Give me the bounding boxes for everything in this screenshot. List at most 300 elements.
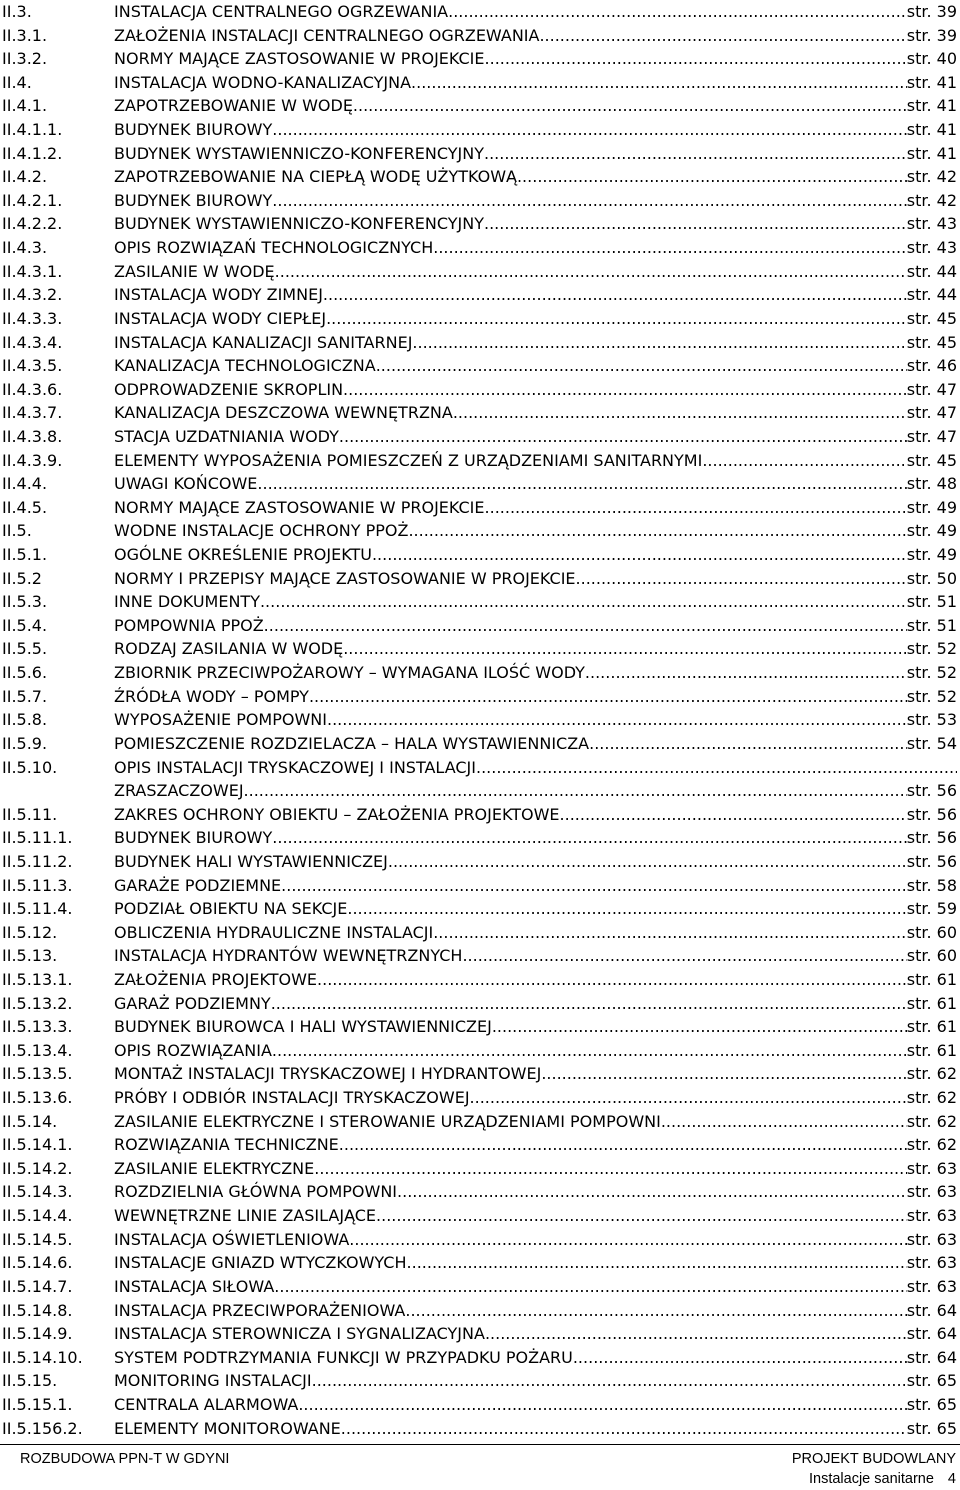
toc-entry[interactable] [0, 1062, 960, 1086]
toc-entry[interactable] [0, 260, 960, 284]
toc-dot-leader [589, 732, 907, 756]
toc-dot-leader [309, 685, 907, 709]
toc-dot-leader [485, 1322, 907, 1346]
toc-entry-page: str. 47 [906, 403, 957, 423]
toc-entry[interactable] [0, 1157, 960, 1181]
toc-entry-number: II.4.3.9. [2, 450, 63, 470]
toc-entry-number: II.5.14.4. [2, 1206, 73, 1226]
toc-dot-leader [244, 779, 907, 803]
toc-entry[interactable] [0, 1299, 960, 1323]
toc-entry[interactable] [0, 496, 960, 520]
toc-entry-title: OPIS ROZWIĄZANIA [114, 1040, 272, 1060]
toc-dot-leader [272, 118, 906, 142]
toc-entry-page: str. 60 [906, 946, 957, 966]
toc-entry-number: II.5.11.3. [2, 875, 73, 895]
toc-entry-title: ZBIORNIK PRZECIWPOŻAROWY – WYMAGANA ILOŚĆ WODY [114, 663, 585, 683]
toc-entry-page: str. 65 [906, 1394, 957, 1414]
toc-entry[interactable] [0, 897, 960, 921]
toc-entry-page: str. 49 [906, 521, 957, 541]
footer-page-number: 4 [947, 1471, 956, 1487]
toc-dot-leader [388, 850, 907, 874]
page-footer [0, 1444, 960, 1490]
toc-dot-leader [560, 803, 907, 827]
toc-dot-leader [274, 1275, 906, 1299]
toc-entry-page: str. 52 [906, 686, 957, 706]
toc-entry-page: str. 59 [906, 899, 957, 919]
toc-entry-number: II.5.13.4. [2, 1040, 73, 1060]
toc-entry-title: GARAŻE PODZIEMNE [114, 875, 282, 895]
toc-entry[interactable] [0, 1322, 960, 1346]
toc-dot-leader [272, 189, 906, 213]
toc-entry[interactable] [0, 307, 960, 331]
toc-dot-leader [484, 212, 907, 236]
toc-entry-title: WODNE INSTALACJE OCHRONY PPOŻ [114, 521, 409, 541]
toc-dot-leader [269, 614, 907, 638]
toc-dot-leader [397, 1180, 907, 1204]
toc-dot-leader [573, 1346, 907, 1370]
toc-dot-leader [484, 142, 907, 166]
toc-entry-line [114, 543, 957, 567]
toc-entry-title: CENTRALA ALARMOWA [114, 1394, 299, 1414]
toc-entry-page: str. 61 [906, 993, 957, 1013]
toc-entry-line [114, 165, 957, 189]
toc-entry[interactable] [0, 212, 960, 236]
toc-entry[interactable] [0, 756, 960, 780]
toc-entry[interactable] [0, 331, 960, 355]
toc-entry-title: INSTALACJA HYDRANTÓW WEWNĘTRZNYCH [114, 946, 463, 966]
toc-entry[interactable] [0, 1039, 960, 1063]
toc-dot-leader [661, 1110, 907, 1134]
toc-entry-number: II.5.15. [2, 1371, 58, 1391]
toc-entry-title: MONITORING INSTALACJI [114, 1371, 312, 1391]
toc-entry[interactable] [0, 590, 960, 614]
toc-entry-number: II.5.10. [2, 757, 58, 777]
toc-entry-number: II.5.13.5. [2, 1064, 73, 1084]
toc-entry-title: INSTALACJE GNIAZD WTYCZKOWYCH [114, 1253, 407, 1273]
toc-dot-leader [376, 354, 907, 378]
toc-dot-leader [343, 378, 907, 402]
toc-entry-title: GARAŻ PODZIEMNY [114, 993, 271, 1013]
toc-entry-number: II.5.1. [2, 545, 48, 565]
toc-entry-number: II.5.13.6. [2, 1088, 73, 1108]
toc-entry-page: str. 46 [906, 356, 957, 376]
toc-entry-page: str. 64 [906, 1300, 957, 1320]
toc-entry-title: ZAŁOŻENIA PROJEKTOWE [114, 969, 318, 989]
toc-entry-line [114, 0, 957, 24]
toc-entry-line [114, 354, 957, 378]
toc-entry-title: BUDYNEK BIUROWCA I HALI WYSTAWIENNICZEJ [114, 1017, 492, 1037]
toc-dot-leader [462, 944, 906, 968]
toc-entry-line [114, 47, 957, 71]
toc-entry-title: INSTALACJA WODY CIEPŁEJ [114, 308, 327, 328]
toc-entry-line [114, 71, 957, 95]
toc-entry[interactable] [0, 614, 960, 638]
toc-entry-title: NORMY MAJĄCE ZASTOSOWANIE W PROJEKCIE [114, 497, 485, 517]
toc-dot-leader [272, 826, 906, 850]
toc-entry-title: ELEMENTY MONITOROWANE [114, 1418, 341, 1438]
toc-entry-number: II.5.14.3. [2, 1182, 73, 1202]
toc-entry-number: II.5.14. [2, 1111, 58, 1131]
toc-entry-number: II.5.14.7. [2, 1276, 73, 1296]
toc-entry-page: str. 44 [906, 285, 957, 305]
toc-entry[interactable] [0, 189, 960, 213]
toc-entry[interactable] [0, 1275, 960, 1299]
toc-entry-number: II.5.8. [2, 710, 48, 730]
toc-entry-page: str. 42 [906, 190, 957, 210]
toc-entry-line [114, 307, 957, 331]
toc-entry-number: II.5.13. [2, 946, 58, 966]
toc-entry[interactable] [0, 236, 960, 260]
toc-entry-line [114, 921, 957, 945]
toc-entry-number: II.5.13.1. [2, 969, 73, 989]
toc-entry-line [114, 897, 957, 921]
toc-entry-title: ZAPOTRZEBOWANIE W WODĘ [114, 96, 353, 116]
toc-entry[interactable] [0, 992, 960, 1016]
toc-dot-leader [405, 1299, 906, 1323]
toc-entry-page: str. 62 [906, 1088, 957, 1108]
toc-dot-leader [317, 968, 907, 992]
toc-entry-title: INSTALACJA PRZECIWPORAŻENIOWA [114, 1300, 406, 1320]
toc-entry[interactable] [0, 944, 960, 968]
toc-entry-line [114, 1039, 957, 1063]
toc-entry[interactable] [0, 1251, 960, 1275]
toc-entry-number: II.4.2.2. [2, 214, 63, 234]
toc-dot-leader [327, 708, 907, 732]
toc-dot-leader [326, 307, 907, 331]
toc-entry-page: str. 56 [906, 781, 957, 801]
footer-section-name: Instalacje sanitarne [808, 1471, 934, 1487]
toc-entry-title: ROZDZIELNIA GŁÓWNA POMPOWNI [114, 1182, 398, 1202]
toc-entry[interactable] [0, 24, 960, 48]
toc-entry[interactable] [0, 71, 960, 95]
toc-entry[interactable] [0, 543, 960, 567]
toc-entry-title: INSTALACJA WODY ZIMNEJ [114, 285, 323, 305]
toc-dot-leader [347, 897, 906, 921]
toc-entry[interactable] [0, 1369, 960, 1393]
toc-dot-leader [492, 1015, 907, 1039]
toc-dot-leader [453, 401, 907, 425]
toc-entry[interactable] [0, 425, 960, 449]
toc-entry-title: BUDYNEK BIUROWY [114, 190, 273, 210]
toc-dot-leader [275, 260, 907, 284]
toc-entry[interactable] [0, 354, 960, 378]
toc-entry-title: ZASILANIE ELEKTRYCZNE [114, 1158, 315, 1178]
toc-dot-leader [702, 449, 906, 473]
toc-dot-leader [517, 165, 907, 189]
toc-entry-page: str. 42 [906, 167, 957, 187]
toc-dot-leader [341, 1417, 907, 1441]
toc-entry-page: str. 60 [906, 922, 957, 942]
toc-entry-number: II.5.14.10. [2, 1347, 83, 1367]
toc-entry-page: str. 40 [906, 49, 957, 69]
toc-entry-title: BUDYNEK BIUROWY [114, 120, 273, 140]
toc-entry-page: str. 56 [906, 828, 957, 848]
toc-entry[interactable] [0, 378, 960, 402]
toc-entry[interactable] [0, 1086, 960, 1110]
toc-entry[interactable] [0, 779, 960, 803]
toc-entry-number: II.3. [2, 2, 32, 21]
toc-entry-number: II.4.4. [2, 474, 48, 494]
toc-entry-title: ROZWIĄZANIA TECHNICZNE [114, 1135, 339, 1155]
toc-entry-number: II.5.15.1. [2, 1394, 73, 1414]
toc-entry-line [114, 449, 957, 473]
toc-entry-number: II.5.11.4. [2, 899, 73, 919]
toc-entry-number: II.4.3.4. [2, 332, 63, 352]
toc-entry-title: BUDYNEK HALI WYSTAWIENNICZEJ [114, 851, 388, 871]
toc-entry-line [114, 779, 957, 803]
toc-entry-title: OBLICZENIA HYDRAULICZNE INSTALACJI [114, 922, 434, 942]
toc-entry-number: II.5.5. [2, 639, 48, 659]
toc-entry[interactable] [0, 1180, 960, 1204]
toc-entry-line [114, 756, 957, 780]
toc-entry-number: II.5.13.3. [2, 1017, 73, 1037]
toc-entry-number: II.5.11.1. [2, 828, 73, 848]
toc-entry[interactable] [0, 685, 960, 709]
footer-document-type: PROJEKT BUDOWLANY [791, 1451, 956, 1467]
toc-entry[interactable] [0, 803, 960, 827]
toc-entry[interactable] [0, 968, 960, 992]
toc-entry[interactable] [0, 732, 960, 756]
toc-entry-page: str. 45 [906, 450, 957, 470]
toc-dot-leader [485, 47, 907, 71]
toc-entry[interactable] [0, 283, 960, 307]
toc-entry-number: II.5.14.1. [2, 1135, 73, 1155]
toc-entry[interactable] [0, 874, 960, 898]
toc-entry-title: WYPOSAŻENIE POMPOWNI [114, 710, 327, 730]
toc-entry-title: OPIS ROZWIĄZAŃ TECHNOLOGICZNYCH [114, 238, 434, 258]
toc-entry[interactable] [0, 1110, 960, 1134]
toc-entry-page: str. 63 [906, 1206, 957, 1226]
toc-entry-page: str. 49 [906, 497, 957, 517]
toc-dot-leader [257, 472, 906, 496]
toc-entry-line [114, 236, 957, 260]
toc-dot-leader [411, 71, 907, 95]
toc-entry-title: WEWNĘTRZNE LINIE ZASILAJĄCE [114, 1206, 377, 1226]
toc-entry-line [114, 1299, 957, 1323]
toc-entry-line [114, 212, 957, 236]
toc-entry-page: str. 61 [906, 1040, 957, 1060]
toc-entry-number: II.5.14.9. [2, 1324, 73, 1344]
toc-entry-number: II.5.11.2. [2, 851, 73, 871]
toc-entry-title: POMPOWNIA PPOŻ. [114, 615, 269, 635]
footer-project-name: ROZBUDOWA PPN-T W GDYNI [20, 1451, 230, 1467]
toc-entry-line [114, 614, 957, 638]
toc-entry-page: str. 62 [906, 1064, 957, 1084]
toc-entry-title: MONTAŻ INSTALACJI TRYSKACZOWEJ I HYDRANTOWEJ [114, 1064, 542, 1084]
toc-entry[interactable] [0, 826, 960, 850]
toc-dot-leader [585, 661, 907, 685]
toc-entry-number: II.3.1. [2, 25, 48, 45]
toc-entry-number: II.5.14.6. [2, 1253, 73, 1273]
toc-entry[interactable] [0, 472, 960, 496]
toc-entry-number: II.4.1. [2, 96, 48, 116]
toc-entry-number: II.5.6. [2, 663, 48, 683]
toc-entry-page: str. 43 [906, 238, 957, 258]
toc-entry-title: NORMY MAJĄCE ZASTOSOWANIE W PROJEKCIE [114, 49, 485, 69]
toc-entry[interactable] [0, 1346, 960, 1370]
toc-dot-leader [376, 1204, 907, 1228]
toc-dot-leader [576, 567, 907, 591]
toc-dot-leader [372, 543, 907, 567]
toc-entry[interactable] [0, 850, 960, 874]
toc-entry-title: NORMY I PRZEPISY MAJĄCE ZASTOSOWANIE W PROJEKCIE [114, 568, 576, 588]
toc-entry[interactable] [0, 165, 960, 189]
toc-entry-number: II.5.3. [2, 592, 48, 612]
toc-entry[interactable] [0, 519, 960, 543]
toc-entry-number: II.5.13.2. [2, 993, 73, 1013]
toc-dot-leader [476, 756, 957, 780]
toc-entry-line [114, 401, 957, 425]
toc-entry[interactable] [0, 1015, 960, 1039]
toc-entry-page: str. 62 [906, 1135, 957, 1155]
toc-entry-number: II.5.7. [2, 686, 48, 706]
toc-entry-number: II.4. [2, 72, 32, 92]
toc-entry-line [114, 1251, 957, 1275]
toc-entry-line [114, 637, 957, 661]
toc-entry-line [114, 1228, 957, 1252]
toc-entry-line [114, 425, 957, 449]
toc-entry[interactable] [0, 1228, 960, 1252]
toc-entry-title: INSTALACJA WODNO-KANALIZACYJNA [114, 72, 412, 92]
toc-entry-title: KANALIZACJA DESZCZOWA WEWNĘTRZNA [114, 403, 453, 423]
toc-entry-line [114, 260, 957, 284]
toc-entry[interactable] [0, 142, 960, 166]
toc-entry-number: II.4.3.5. [2, 356, 63, 376]
toc-entry-line [114, 850, 957, 874]
toc-entry[interactable] [0, 661, 960, 685]
toc-entry-number: II.4.1.2. [2, 143, 63, 163]
toc-entry[interactable] [0, 47, 960, 71]
toc-entry-line [114, 874, 957, 898]
toc-entry-line [114, 590, 957, 614]
toc-entry-number: II.5.11. [2, 804, 58, 824]
toc-entry[interactable] [0, 1417, 960, 1441]
toc-entry-page: str. 63 [906, 1182, 957, 1202]
toc-entry-page: str. 64 [906, 1324, 957, 1344]
toc-entry-line [114, 1180, 957, 1204]
toc-entry-page: str. 65 [906, 1418, 957, 1438]
toc-entry[interactable] [0, 449, 960, 473]
toc-entry-page: str. 61 [906, 969, 957, 989]
toc-entry-line [114, 472, 957, 496]
toc-entry-title: STACJA UZDATNIANIA WODY [114, 426, 339, 446]
toc-dot-leader [314, 1157, 907, 1181]
toc-entry-number: II.4.2. [2, 167, 48, 187]
toc-entry-page: str. 65 [906, 1371, 957, 1391]
toc-entry-title: PRÓBY I ODBIÓR INSTALACJI TRYSKACZOWEJ [114, 1088, 470, 1108]
toc-entry-page: str. 41 [906, 143, 957, 163]
toc-entry-page: str. 63 [906, 1158, 957, 1178]
toc-entry-number: II.4.2.1. [2, 190, 63, 210]
toc-entry-page: str. 52 [906, 639, 957, 659]
toc-entry[interactable] [0, 401, 960, 425]
toc-entry-line [114, 968, 957, 992]
toc-entry[interactable] [0, 118, 960, 142]
toc-entry-number: II.5.2 [2, 568, 42, 588]
toc-entry-number: II.4.3.3. [2, 308, 63, 328]
toc-entry[interactable] [0, 637, 960, 661]
toc-entry-line [114, 826, 957, 850]
toc-entry-line [114, 1275, 957, 1299]
toc-entry-line [114, 685, 957, 709]
toc-entry-number: II.4.5. [2, 497, 48, 517]
toc-entry[interactable] [0, 1204, 960, 1228]
toc-entry-line [114, 496, 957, 520]
toc-entry-title: OGÓLNE OKREŚLENIE PROJEKTU [114, 545, 372, 565]
toc-entry-line [114, 1086, 957, 1110]
toc-entry-title: ZASILANIE ELEKTRYCZNE I STEROWANIE URZĄDZENIAMI POMPOWNI [114, 1111, 661, 1131]
toc-entry-title: ZASILANIE W WODĘ [114, 261, 275, 281]
toc-entry[interactable] [0, 94, 960, 118]
toc-entry[interactable] [0, 708, 960, 732]
toc-entry[interactable] [0, 0, 960, 24]
toc-entry[interactable] [0, 1133, 960, 1157]
toc-entry-page: str. 61 [906, 1017, 957, 1037]
toc-dot-leader [339, 1133, 907, 1157]
toc-dot-leader [271, 992, 907, 1016]
toc-entry-line [114, 1062, 957, 1086]
toc-entry-line [114, 732, 957, 756]
toc-entry-line [114, 1417, 957, 1441]
toc-entry[interactable] [0, 1393, 960, 1417]
toc-entry-title: INSTALACJA KANALIZACJI SANITARNEJ [114, 332, 413, 352]
toc-entry[interactable] [0, 921, 960, 945]
toc-entry-title: INSTALACJA STEROWNICZA I SYGNALIZACYJNA [114, 1324, 485, 1344]
toc-entry-page: str. 44 [906, 261, 957, 281]
toc-entry-title: UWAGI KOŃCOWE [114, 474, 258, 494]
toc-entry-line [114, 283, 957, 307]
toc-dot-leader [433, 236, 907, 260]
toc-dot-leader [339, 425, 907, 449]
toc-entry-number: II.4.1.1. [2, 120, 63, 140]
toc-entry-line [114, 189, 957, 213]
toc-entry-page: str. 45 [906, 308, 957, 328]
toc-entry-number: II.5. [2, 521, 32, 541]
toc-entry-line [114, 1133, 957, 1157]
toc-entry[interactable] [0, 567, 960, 591]
toc-entry-title: SYSTEM PODTRZYMANIA FUNKCJI W PRZYPADKU POŻARU [114, 1347, 573, 1367]
toc-dot-leader [448, 0, 907, 24]
toc-entry-line [114, 944, 957, 968]
toc-entry-page: str. 50 [906, 568, 957, 588]
toc-entry-title: ZAŁOŻENIA INSTALACJI CENTRALNEGO OGRZEWANIA [114, 25, 540, 45]
toc-entry-title: BUDYNEK BIUROWY [114, 828, 273, 848]
toc-dot-leader [272, 1039, 907, 1063]
toc-entry-number: II.5.14.8. [2, 1300, 73, 1320]
toc-entry-page: str. 56 [906, 804, 957, 824]
toc-entry-title: ZAKRES OCHRONY OBIEKTU – ZAŁOŻENIA PROJEKTOWE [114, 804, 560, 824]
toc-entry-page: str. 58 [906, 875, 957, 895]
toc-entry-page: str. 51 [906, 615, 957, 635]
toc-entry-title: BUDYNEK WYSTAWIENNICZO-KONFERENCYJNY [114, 143, 484, 163]
toc-entry-line [114, 1322, 957, 1346]
toc-entry-page: str. 41 [906, 72, 957, 92]
toc-entry-page: str. 41 [906, 96, 957, 116]
toc-entry-line [114, 331, 957, 355]
toc-entry-title: BUDYNEK WYSTAWIENNICZO-KONFERENCYJNY [114, 214, 484, 234]
toc-dot-leader [281, 874, 907, 898]
toc-entry-number: II.4.3.2. [2, 285, 63, 305]
toc-entry-line [114, 1157, 957, 1181]
toc-entry-line [114, 1204, 957, 1228]
toc-entry-title: POMIESZCZENIE ROZDZIELACZA – HALA WYSTAWIENNICZA [114, 733, 590, 753]
toc-entry-page: str. 53 [906, 710, 957, 730]
toc-entry-line [114, 661, 957, 685]
toc-dot-leader [312, 1369, 907, 1393]
toc-entry-number: II.4.3.6. [2, 379, 63, 399]
toc-entry-number: II.5.156.2. [2, 1418, 83, 1438]
toc-entry-title: ZRASZACZOWEJ [114, 781, 244, 801]
